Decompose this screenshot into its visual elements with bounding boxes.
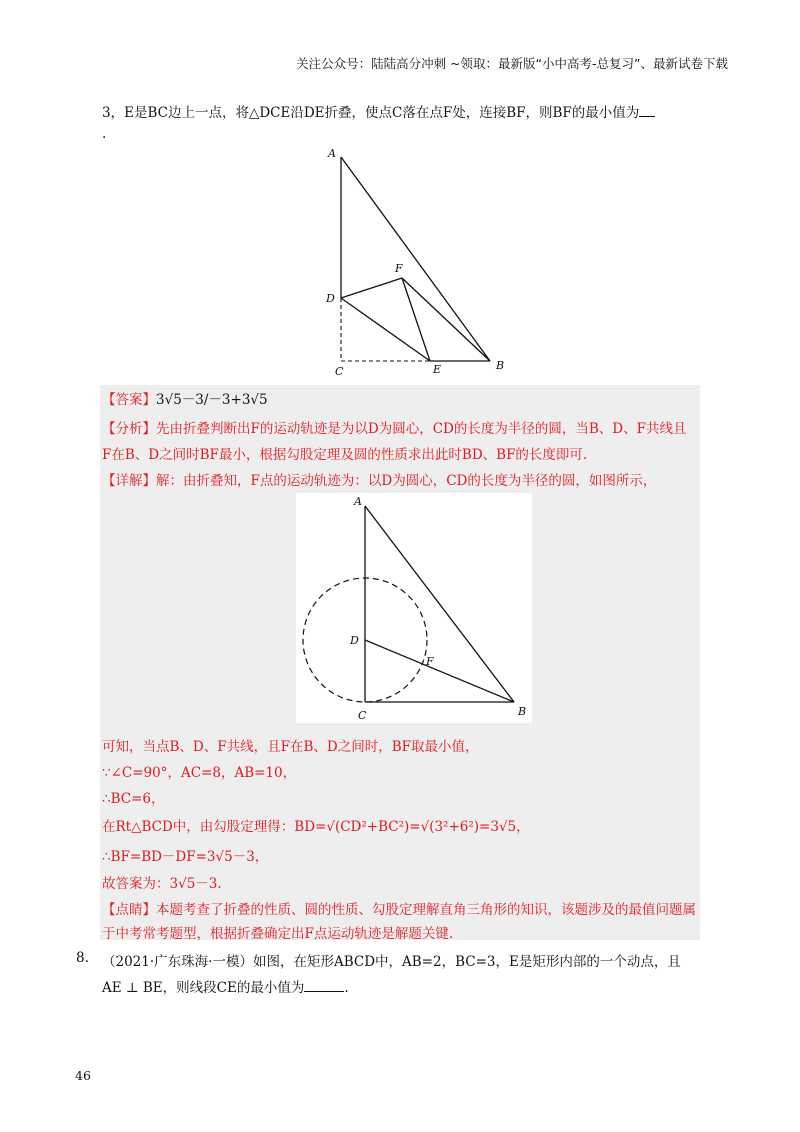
- problem-7-stem: [102, 101, 655, 121]
- fig2-label-c: C: [358, 709, 367, 722]
- fig2-label-b: B: [518, 705, 527, 718]
- analysis-tag: 【分析】: [102, 421, 156, 437]
- solution-line-3: ∵∠C=90°，AC=8，AB=10，: [102, 765, 297, 781]
- comment-line-2: 于中考常考题型，根据折叠确定出F点运动轨迹是解题关键.: [102, 926, 454, 942]
- fig1-label-a: A: [328, 147, 336, 160]
- problem-8-period: .: [344, 980, 349, 996]
- problem-7-text: 3，E是BC边上一点，将△DCE沿DE折叠，使点C落在点F处，连接BF，则BF的最小值为: [102, 105, 640, 121]
- fig1-label-b: B: [496, 359, 505, 372]
- answer-line: [102, 388, 268, 408]
- page-header: 关注公众号：陆陆高分冲刺 ~领取：最新版“小中高考-总复习”、最新试卷下载: [296, 56, 728, 71]
- answer-blank: [639, 103, 655, 117]
- figure-1-fold-diagram: [320, 145, 520, 380]
- fig2-label-a: A: [354, 495, 362, 508]
- solution-line-6: ∴BF=BD－DF=3√5－3，: [102, 849, 269, 865]
- fig1-label-c: C: [335, 365, 344, 378]
- fig2-label-d: D: [350, 634, 359, 647]
- analysis-text-1: 先由折叠判断出F的运动轨迹是为以D为圆心，CD的长度为半径的圆，当B、D、F共线且: [156, 421, 687, 437]
- fig1-label-e: E: [433, 363, 442, 376]
- solution-line-2: 可知，当点B、D、F共线，且F在B、D之间时，BF取最小值，: [102, 739, 479, 755]
- fig2-label-f: F: [426, 655, 434, 668]
- problem-8-text-2: AE ⊥ BE，则线段CE的最小值为: [102, 980, 305, 996]
- solution-line-1: [102, 469, 656, 489]
- problem-8-number: 8.: [76, 950, 89, 966]
- fig1-label-d: D: [326, 292, 335, 305]
- comment-line-1: [102, 898, 696, 918]
- solution-tag: 【详解】: [102, 473, 156, 489]
- figure-2-circle-diagram: [296, 493, 532, 723]
- page-number: 46: [75, 1068, 91, 1083]
- answer-tag: 【答案】: [102, 392, 156, 408]
- problem-8-line-2: [102, 976, 349, 996]
- problem-7-period: .: [102, 126, 107, 142]
- analysis-line-2: F在B、D之间时BF最小，根据勾股定理及圆的性质求出此时BD、BF的长度即可.: [102, 447, 588, 463]
- problem-8-line-1: （2021·广东珠海·一模）如图，在矩形ABCD中，AB=2，BC=3，E是矩形内部的一个动点，且: [102, 954, 681, 970]
- answer-text: 3√5－3/－3+3√5: [156, 392, 268, 408]
- solution-line-4: ∴BC=6，: [102, 791, 165, 807]
- solution-line-7: 故答案为：3√5－3.: [102, 876, 222, 892]
- comment-tag: 【点睛】: [102, 902, 156, 918]
- comment-text-1: 本题考查了折叠的性质、圆的性质、勾股定理解直角三角形的知识，该题涉及的最值问题属: [156, 902, 696, 918]
- fig1-label-f: F: [395, 262, 403, 275]
- analysis-line-1: [102, 417, 686, 437]
- solution-text-1: 解：由折叠知，F点的运动轨迹为：以D为圆心，CD的长度为半径的圆，如图所示，: [156, 473, 657, 489]
- solution-line-5: 在Rt△BCD中，由勾股定理得：BD=√(CD²+BC²)=√(3²+6²)=3√5，: [102, 819, 530, 835]
- problem-8-blank: [304, 978, 344, 992]
